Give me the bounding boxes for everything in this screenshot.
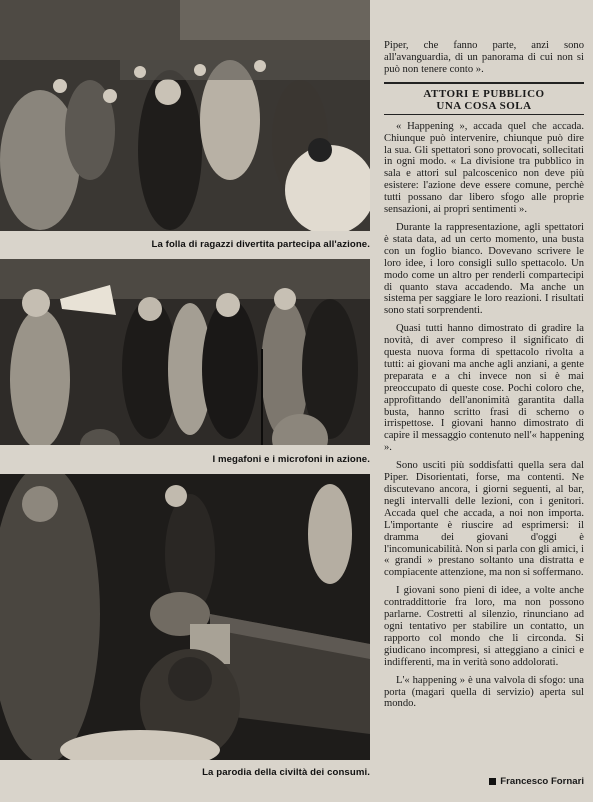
heading-line-1: ATTORI E PUBBLICO bbox=[423, 87, 545, 100]
photo-caption-crowd: La folla di ragazzi divertita partecipa all'azione. bbox=[151, 239, 370, 250]
article-intro: Piper, che fanno parte, anzi sono all'avanguardia, di un panorama di cui non si può non tenere conto ». bbox=[384, 40, 584, 75]
photo-megaphones bbox=[0, 259, 370, 445]
heading-line-2: UNA COSA SOLA bbox=[384, 100, 584, 115]
article-column bbox=[384, 40, 584, 716]
square-bullet-icon bbox=[489, 778, 496, 785]
article-paragraph: « Happening », accada quel che accada. Chiunque può intervenire, chiunque può dire la sua. Gli spettatori sono provocati, sollecitati in ogni modo. « La divisione tra pubblico in sala e attori sul palcoscenico non deve più esistere: l'azione deve essere comune, perchè tutti possano dar libero sfogo alle proprie sensazioni, ai propri sentimenti ». bbox=[384, 120, 584, 216]
article-heading bbox=[384, 82, 584, 115]
article-paragraph: L'« happening » è una valvola di sfogo: una porta (magari quella di servizio) aperta sul mondo. bbox=[384, 674, 584, 710]
photo-caption-megaphones: I megafoni e i microfoni in azione. bbox=[212, 454, 370, 465]
article-paragraph: Quasi tutti hanno dimostrato di gradire la novità, di aver compreso il significato di questa nuova forma di spettacolo rivolta a tutti: ai giovani ma anche agli anziani, a gente preparata e a chi invece non si è mai preoccupato di queste cose. Pochi coloro che, approfittando dell'anonimità garantita dalla busta, hanno scritto frasi di scherno o irrispettose. I giovani hanno dimostrato di capire il messaggio contenuto nell'« happening ». bbox=[384, 323, 584, 454]
photo-consumer-parody bbox=[0, 474, 370, 760]
article-paragraph: Sono usciti più soddisfatti quella sera dal Piper. Disorientati, forse, ma contenti. Ne discutevano ancora, i giorni seguenti, al bar, negli intervalli delle lezioni, con i genitori. Accada quel che accada, a noi non importa. L'importante è riuscire ad esprimersi: il dramma dei giovani d'oggi è l'incomunicabilità. Non si parla con gli amici, i « grandi » prestano soltanto una distratta e compiacente attenzione, ma non si soffermano. bbox=[384, 460, 584, 579]
photo-caption-parody: La parodia della civiltà dei consumi. bbox=[202, 767, 370, 778]
article-author bbox=[384, 776, 584, 787]
author-name: Francesco Fornari bbox=[500, 776, 584, 787]
photo-crowd bbox=[0, 0, 370, 231]
article-paragraph: Durante la rappresentazione, agli spettatori è stata data, ad un certo momento, una busta con un foglio bianco. Dovevano scrivere le loro idee, i loro consigli sullo spettacolo. Un modo come un altro per renderli compartecipi di quanto stava accadendo. Ma anche un sistema per saggiare le loro reazioni. I risultati sono stati sorprendenti. bbox=[384, 221, 584, 317]
article-paragraph: I giovani sono pieni di idee, a volte anche contraddittorie fra loro, ma non possono parlarne. Costretti al silenzio, rinunciano ad ogni tentativo per stabilire un contatto, un rapporto col mondo che li circonda. Si giudicano incompresi, si atteggiano a cinici e indifferenti, ma in verità sono addolorati. bbox=[384, 585, 584, 668]
